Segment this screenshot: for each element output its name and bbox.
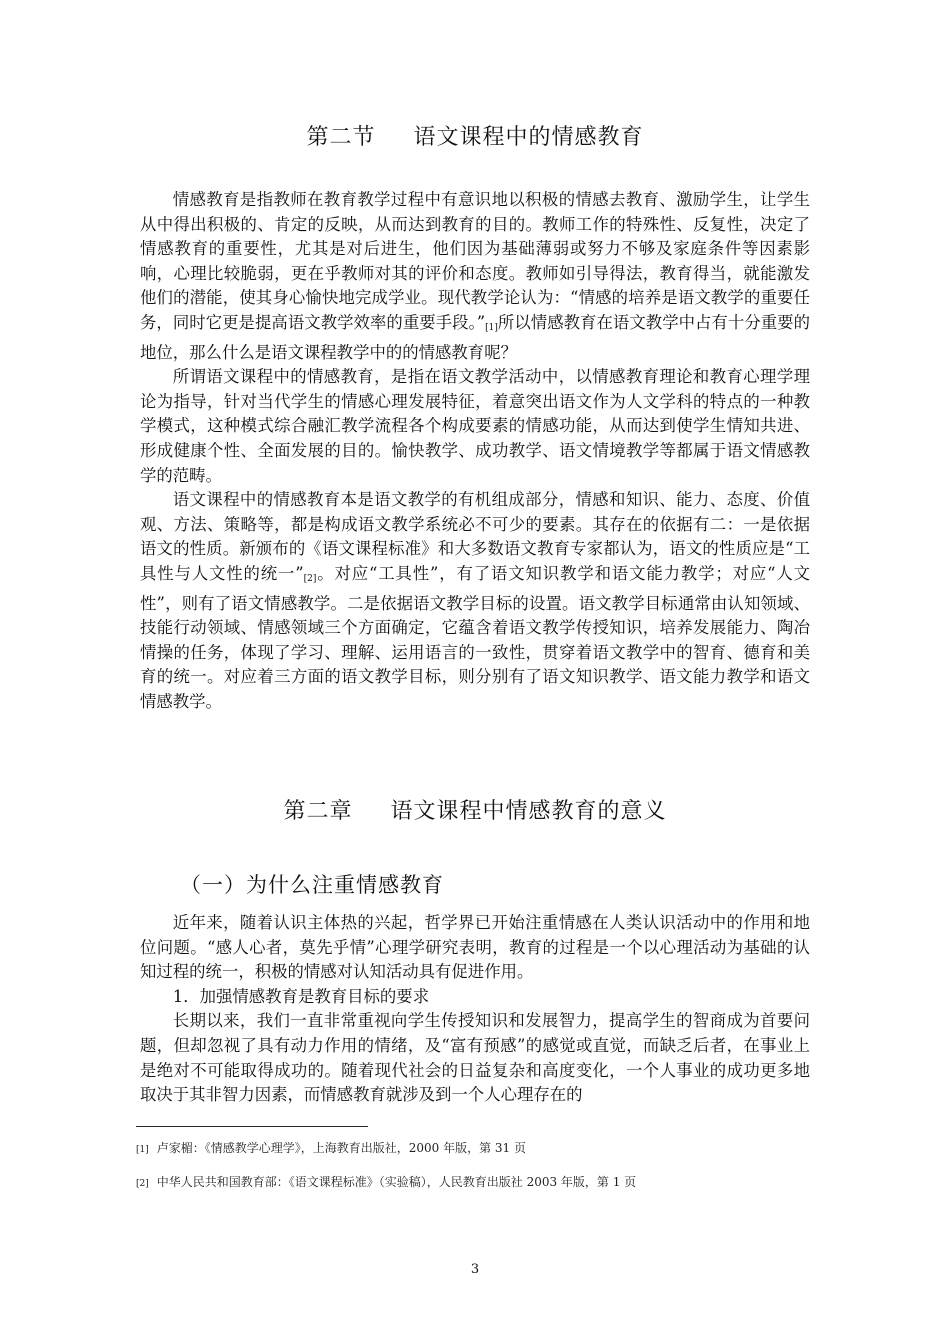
subsection-title: （一）为什么注重情感教育 xyxy=(180,873,444,897)
footnote-ref-1[interactable]: [1] xyxy=(485,322,498,333)
chapter-paragraph-1: 近年来，随着认识主体热的兴起，哲学界已开始注重情感在人类认识活动中的作用和地位问题。“感人心者，莫先乎情”心理学研究表明，教育的过程是一个以心理活动为基础的认知过程的统一，积极的情感对认知活动具有促进作用。 xyxy=(140,913,810,982)
footnote-text: 中华人民共和国教育部：《语文课程标准》（实验稿），人民教育出版社 2003 年版，第 1 页 xyxy=(156,1175,637,1189)
footnote-ref-2[interactable]: [2] xyxy=(303,573,317,584)
footnote-divider xyxy=(136,1126,368,1127)
section-paragraph-3: 语文课程中的情感教育本是语文教学的有机组成部分，情感和知识、能力、态度、价值观、方法、策略等，都是构成语文教学系统必不可少的要素。其存在的依据有二：一是依据语文的性质。新颁布的《语文课程标准》和大多数语文教育专家都认为，语文的性质应是“工具性与人文性的统一”[2]。对应“工具性”，有了语文知识教学和语文能力教学；对应“人文性”，则有了语文情感教学。二是依据语文教学目标的设置。语文教学目标通常由认知领域、技能行动领域、情感领域三个方面确定，它蕴含着语文教学传授知识，培养发展能力、陶冶情操的任务，体现了学习、理解、运用语言的一致性，贯穿着语文教学中的智育、德育和美育的统一。对应着三方面的语文教学目标，则分别有了语文知识教学、语文能力教学和语文情感教学。 xyxy=(140,490,810,711)
section-body xyxy=(140,188,810,714)
footnote-mark: [1] xyxy=(136,1145,149,1155)
chapter-title xyxy=(0,794,950,825)
chapter-number: 第二章 xyxy=(283,799,353,824)
footnote-1 xyxy=(136,1140,526,1158)
footnote-2 xyxy=(136,1174,636,1192)
chapter-paragraph-3: 长期以来，我们一直非常重视向学生传授知识和发展智力，提高学生的智商成为首要问题，但却忽视了具有动力作用的情绪，及“富有预感”的感觉或直觉，而缺乏后者，在事业上是绝对不可能取得成功的。随着现代社会的日益复杂和高度变化，一个人事业的成功更多地取决于其非智力因素，而情感教育就涉及到一个人心理存在的 xyxy=(140,1011,810,1105)
chapter-paragraph-2: 1．加强情感教育是教育目标的要求 xyxy=(172,986,430,1006)
footnote-text: 卢家楣：《情感教学心理学》，上海教育出版社，2000 年版，第 31 页 xyxy=(156,1141,527,1155)
section-paragraph-1: 情感教育是指教师在教育教学过程中有意识地以积极的情感去教育、激励学生，让学生从中得出积极的、肯定的反映，从而达到教育的目的。教师工作的特殊性、反复性，决定了情感教育的重要性，尤其是对后进生，他们因为基础薄弱或努力不够及家庭条件等因素影响，心理比较脆弱，更在乎教师对其的评价和态度。教师如引导得法，教育得当，就能激发他们的潜能，使其身心愉快地完成学业。现代教学论认为：“情感的培养是语文教学的重要任务，同时它更是提高语文教学效率的重要手段。”[1]所以情感教育在语文教学中占有十分重要的地位，那么什么是语文课程教学中的的情感教育呢？ xyxy=(140,190,810,362)
chapter-body xyxy=(140,911,810,1108)
footnote-mark: [2] xyxy=(136,1179,149,1189)
section-title xyxy=(0,120,950,151)
page-number: 3 xyxy=(470,1262,480,1277)
section-title-text: 语文课程中的情感教育 xyxy=(413,125,644,150)
chapter-title-text: 语文课程中情感教育的意义 xyxy=(390,799,667,824)
section-number: 第二节 xyxy=(306,125,376,150)
section-paragraph-2: 所谓语文课程中的情感教育，是指在语文教学活动中，以情感教育理论和教育心理学理论为指导，针对当代学生的情感心理发展特征，着意突出语文作为人文学科的特点的一种教学模式，这种模式综合融汇教学流程各个构成要素的情感功能，从而达到使学生情知共进、形成健康个性、全面发展的目的。愉快教学、成功教学、语文情境教学等都属于语文情感教学的范畴。 xyxy=(140,367,810,485)
